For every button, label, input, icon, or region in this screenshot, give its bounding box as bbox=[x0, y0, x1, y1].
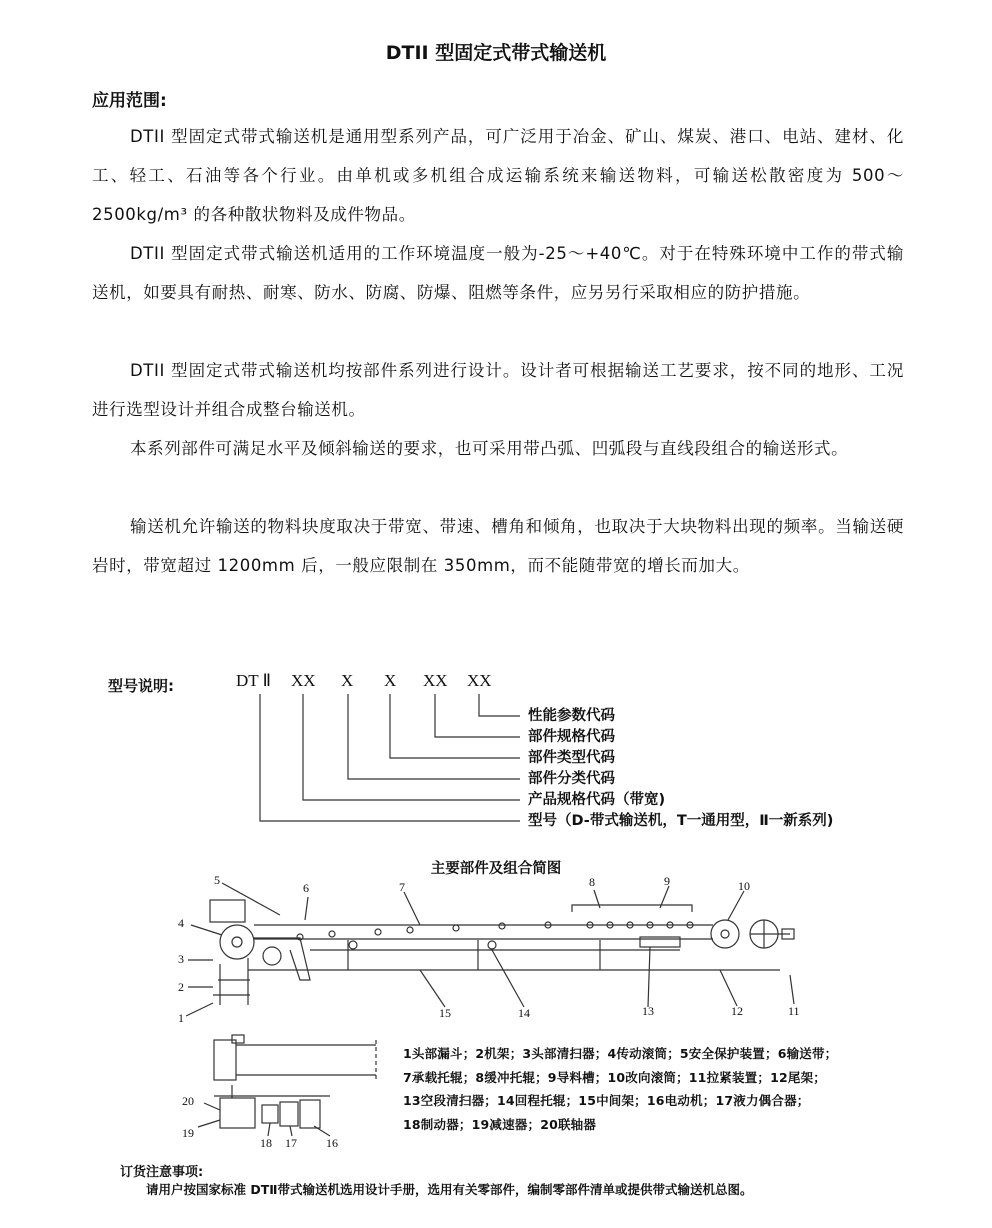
paragraph: 本系列部件可满足水平及倾斜输送的要求，也可采用带凸弧、凹弧段与直线段组合的输送形式。 bbox=[130, 439, 849, 458]
model-desc: 部件规格代码 bbox=[528, 729, 615, 745]
model-code-performance: XX bbox=[467, 671, 492, 690]
part-number: 17 bbox=[285, 1136, 297, 1150]
legend-line: 1头部漏斗；2机架；3头部清扫器；4传动滚筒；5安全保护装置；6输送带； bbox=[403, 1046, 838, 1061]
model-desc: 部件分类代码 bbox=[528, 771, 615, 787]
section-heading: 应用范围: bbox=[92, 91, 167, 111]
legend-line: 13空段清扫器；14回程托辊；15中间架；16电动机；17液力偶合器； bbox=[403, 1093, 810, 1108]
model-desc: 性能参数代码 bbox=[528, 708, 615, 724]
part-number: 6 bbox=[303, 881, 309, 895]
part-number: 11 bbox=[788, 1004, 800, 1018]
legend-line: 7承载托辊；8缓冲托辊；9导料槽；10改向滚筒；11拉紧装置；12尾架； bbox=[403, 1070, 826, 1085]
part-number: 15 bbox=[439, 1006, 451, 1020]
model-code-component-spec: XX bbox=[423, 671, 448, 690]
paragraph: DTII 型固定式带式输送机适用的工作环境温度一般为-25～+40℃。对于在特殊环境中工作的带式输送机，如要具有耐热、耐寒、防水、防腐、防爆、阻燃等条件，应另另行采取相应的防护措施。 bbox=[92, 244, 904, 302]
model-desc: 型号（D-带式输送机，T一通用型，Ⅱ一新系列) bbox=[528, 813, 834, 829]
part-number: 3 bbox=[178, 952, 184, 966]
part-number: 7 bbox=[399, 880, 405, 894]
part-number: 1 bbox=[178, 1011, 184, 1025]
part-number: 8 bbox=[589, 875, 595, 889]
model-label: 型号说明: bbox=[108, 677, 174, 695]
page-title: DTII 型固定式带式输送机 bbox=[385, 42, 607, 64]
diagram-title: 主要部件及组合简图 bbox=[430, 861, 562, 877]
notes-text: 请用户按国家标准 DTⅡ带式输送机选用设计手册，选用有关零部件，编制零部件清单或提供带式输送机总图。 bbox=[146, 1182, 753, 1197]
part-number: 2 bbox=[178, 980, 184, 994]
part-number: 4 bbox=[178, 916, 184, 930]
part-number: 5 bbox=[214, 873, 220, 887]
part-number: 13 bbox=[642, 1004, 654, 1018]
legend-line: 18制动器；19减速器；20联轴器 bbox=[403, 1117, 597, 1132]
part-number: 10 bbox=[738, 879, 750, 893]
paragraph: DTII 型固定式带式输送机是通用型系列产品，可广泛用于冶金、矿山、煤炭、港口、电站、建材、化工、轻工、石油等各个行业。由单机或多机组合成运输系统来输送物料，可输送松散密度为 500～2500kg/m³ 的各种散状物料及成件物品。 bbox=[92, 127, 904, 224]
part-number: 16 bbox=[326, 1136, 338, 1150]
paragraph: DTII 型固定式带式输送机均按部件系列进行设计。设计者可根据输送工艺要求，按不同的地形、工况进行选型设计并组合成整台输送机。 bbox=[92, 361, 904, 419]
part-number: 9 bbox=[664, 874, 670, 888]
part-number: 12 bbox=[731, 1004, 743, 1018]
model-code-product-spec: XX bbox=[291, 671, 316, 690]
model-desc: 部件类型代码 bbox=[528, 750, 615, 766]
part-number: 19 bbox=[182, 1126, 194, 1140]
part-number: 20 bbox=[182, 1094, 194, 1108]
part-number: 14 bbox=[518, 1006, 530, 1020]
model-code-type: X bbox=[384, 671, 397, 690]
model-code-category: X bbox=[341, 671, 354, 690]
part-number: 18 bbox=[260, 1136, 272, 1150]
paragraph: 输送机允许输送的物料块度取决于带宽、带速、槽角和倾角，也取决于大块物料出现的频率。当输送硬岩时，带宽超过 1200mm 后，一般应限制在 350mm，而不能随带宽的增长而加大。 bbox=[92, 517, 904, 575]
model-code-dt2: DT Ⅱ bbox=[236, 671, 271, 690]
notes-heading: 订货注意事项: bbox=[120, 1165, 204, 1180]
model-desc: 产品规格代码（带宽) bbox=[528, 792, 666, 808]
